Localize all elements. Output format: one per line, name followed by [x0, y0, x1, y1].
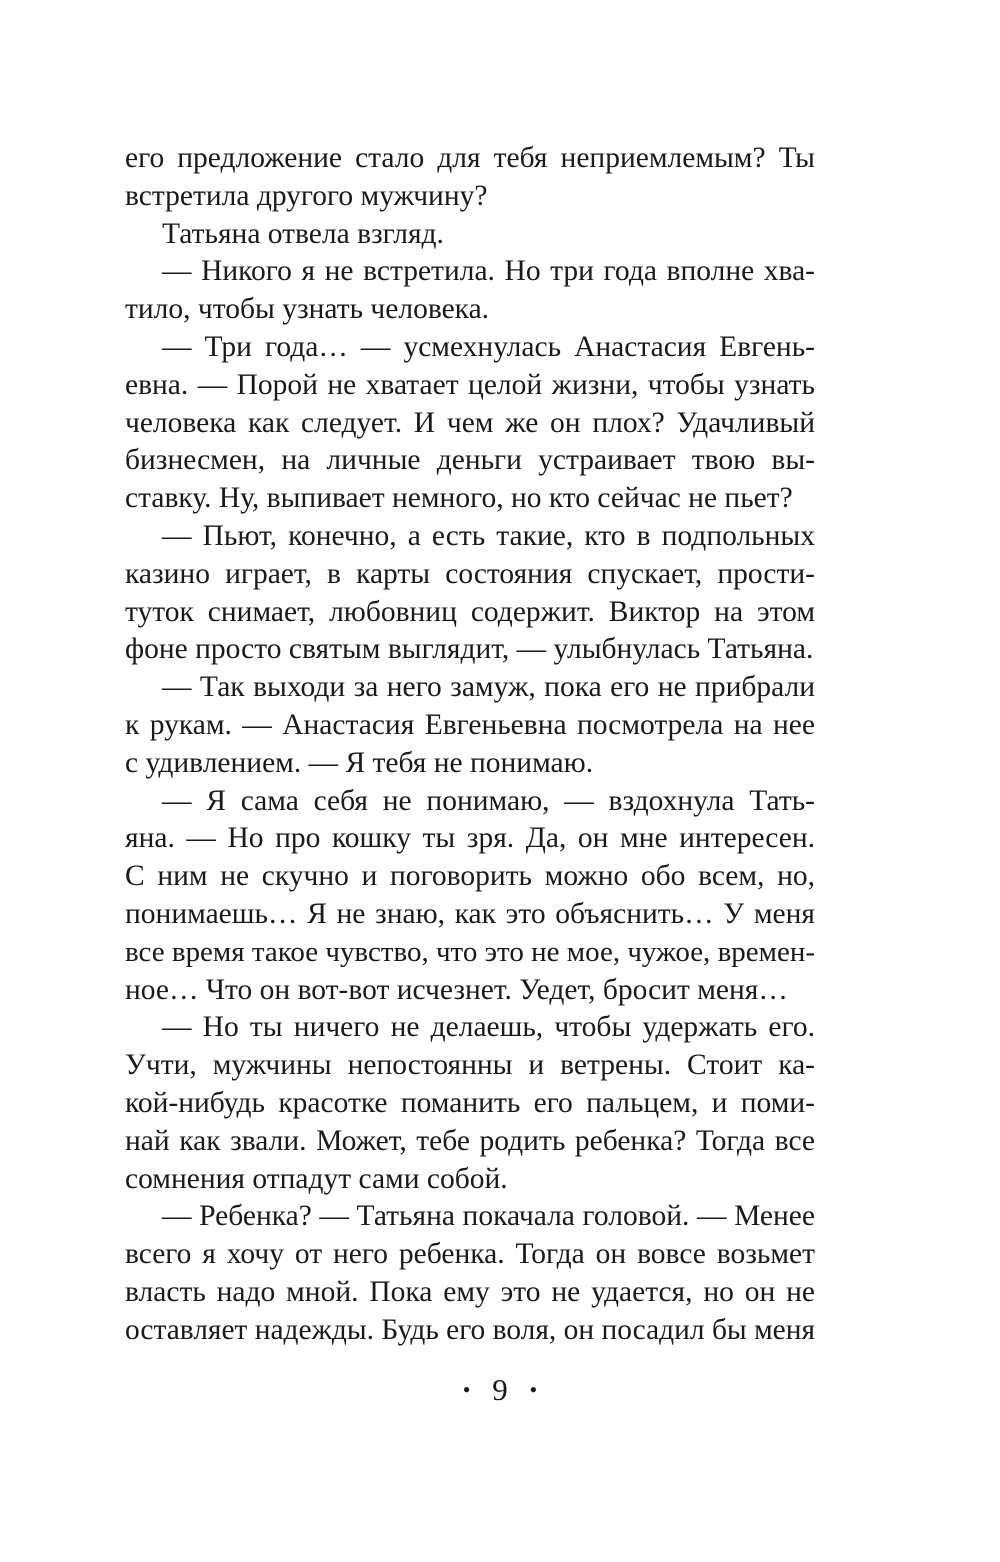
text-line: понимаешь… Я не знаю, как это объяснить… У меня: [125, 897, 815, 930]
text-line: най как звали. Может, тебе родить ребенка? Тогда все: [125, 1124, 815, 1157]
bullet-right-icon: •: [529, 1377, 538, 1402]
text-line: — Но ты ничего не делаешь, чтобы удержать его.: [162, 1011, 815, 1044]
text-line: с удивлением. — Я тебя не понимаю.: [125, 746, 594, 779]
text-line: — Так выходи за него замуж, пока его не прибрали: [162, 671, 815, 704]
text-line: С ним не скучно и поговорить можно обо всем, но,: [125, 860, 815, 893]
page-number: [0, 1370, 1000, 1410]
text-line: туток снимает, любовниц содержит. Виктор на этом: [125, 595, 815, 628]
text-line: кой-нибудь красотке поманить его пальцем, и поми-: [125, 1086, 815, 1119]
text-line: сомнения отпадут сами собой.: [125, 1162, 508, 1195]
page-number-value: 9: [492, 1372, 508, 1407]
text-line: фоне просто святым выглядит, — улыбнулась Татьяна.: [125, 633, 814, 666]
text-line: — Никого я не встретила. Но три года вполне хва-: [162, 255, 815, 288]
text-line: — Ребенка? — Татьяна покачала головой. — Менее: [162, 1200, 815, 1233]
text-line: Учти, мужчины непостоянны и ветрены. Стоит ка-: [125, 1049, 815, 1082]
text-line: яна. — Но про кошку ты зря. Да, он мне интересен.: [125, 822, 815, 855]
text-line: все время такое чувство, что это не мое, чужое, времен-: [125, 935, 815, 968]
text-line: всего я хочу от него ребенка. Тогда он вовсе возьмет: [125, 1238, 815, 1271]
text-line: — Я сама себя не понимаю, — вздохнула Тать-: [162, 784, 815, 817]
text-line: бизнесмен, на личные деньги устраивает твою вы-: [125, 444, 815, 477]
text-line: Татьяна отвела взгляд.: [162, 217, 444, 250]
text-line: власть надо мной. Пока ему это не удается, но он не: [125, 1275, 815, 1308]
text-line: евна. — Порой не хватает целой жизни, чтобы узнать: [125, 368, 815, 401]
text-line: — Пьют, конечно, а есть такие, кто в подпольных: [162, 519, 815, 552]
text-line: — Три года… — усмехнулась Анастасия Евгень-: [162, 330, 815, 363]
text-line: оставляет надежды. Будь его воля, он посадил бы меня: [125, 1313, 815, 1346]
text-line: ставку. Ну, выпивает немного, но кто сейчас не пьет?: [125, 482, 793, 515]
body-text: [125, 140, 815, 1350]
text-line: тило, чтобы узнать человека.: [125, 293, 490, 326]
text-line: к рукам. — Анастасия Евгеньевна посмотрела на нее: [125, 708, 815, 741]
text-line: встретила другого мужчину?: [125, 179, 488, 212]
text-line: казино играет, в карты состояния спускает, прости-: [125, 557, 815, 590]
text-line: ное… Что он вот-вот исчезнет. Уедет, бросит меня…: [125, 973, 788, 1006]
text-line: его предложение стало для тебя неприемлемым? Ты: [125, 142, 815, 174]
text-line: человека как следует. И чем же он плох? Удачливый: [125, 406, 815, 439]
bullet-left-icon: •: [462, 1377, 471, 1402]
